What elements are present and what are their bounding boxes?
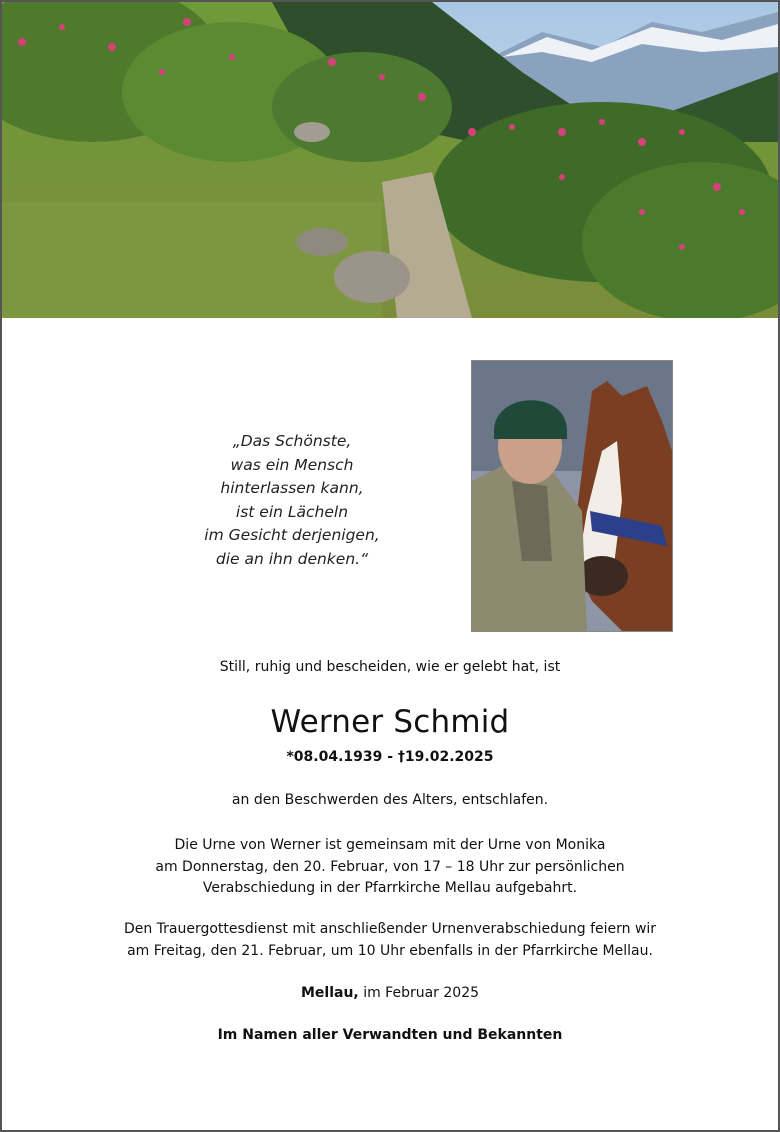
paragraph-line: Verabschiedung in der Pfarrkirche Mellau aufgebahrt. — [202, 880, 578, 896]
life-dates: *08.04.1939 - †19.02.2025 — [286, 749, 494, 765]
place-date-text: im Februar 2025 — [358, 985, 480, 1001]
paragraph-line: am Freitag, den 21. Februar, um 10 Uhr ebenfalls in der Pfarrkirche Mellau. — [127, 942, 653, 959]
quote-line: hinterlassen kann, — [220, 479, 364, 497]
viewing-paragraph — [2, 835, 778, 900]
place-name: Mellau, — [300, 985, 359, 1001]
family-signature: Im Namen aller Verwandten und Bekannten — [217, 1027, 563, 1043]
paragraph-line: Die Urne von Werner ist gemeinsam mit der Urne von Monika — [174, 837, 606, 853]
quote-line: im Gesicht derjenigen, — [204, 526, 380, 544]
intro-text: Still, ruhig und bescheiden, wie er gelebt hat, ist — [219, 659, 561, 675]
place-date — [2, 985, 778, 1001]
quote-line: die an ihn denken.“ — [215, 549, 369, 568]
memorial-quote — [152, 430, 432, 571]
header-landscape-image — [2, 2, 778, 318]
quote-line: was ein Mensch — [230, 455, 354, 474]
portrait-photo — [471, 360, 673, 632]
service-paragraph — [2, 919, 778, 962]
paragraph-line: Den Trauergottesdienst mit anschließender Urnenverabschiedung feiern wir — [123, 921, 657, 937]
cause-text: an den Beschwerden des Alters, entschlafen. — [231, 792, 549, 808]
deceased-name: Werner Schmid — [270, 704, 510, 740]
paragraph-line: am Donnerstag, den 20. Februar, von 17 – 18 Uhr zur persönlichen — [155, 858, 625, 875]
quote-line: ist ein Lächeln — [235, 502, 349, 521]
quote-line: „Das Schönste, — [232, 432, 352, 450]
